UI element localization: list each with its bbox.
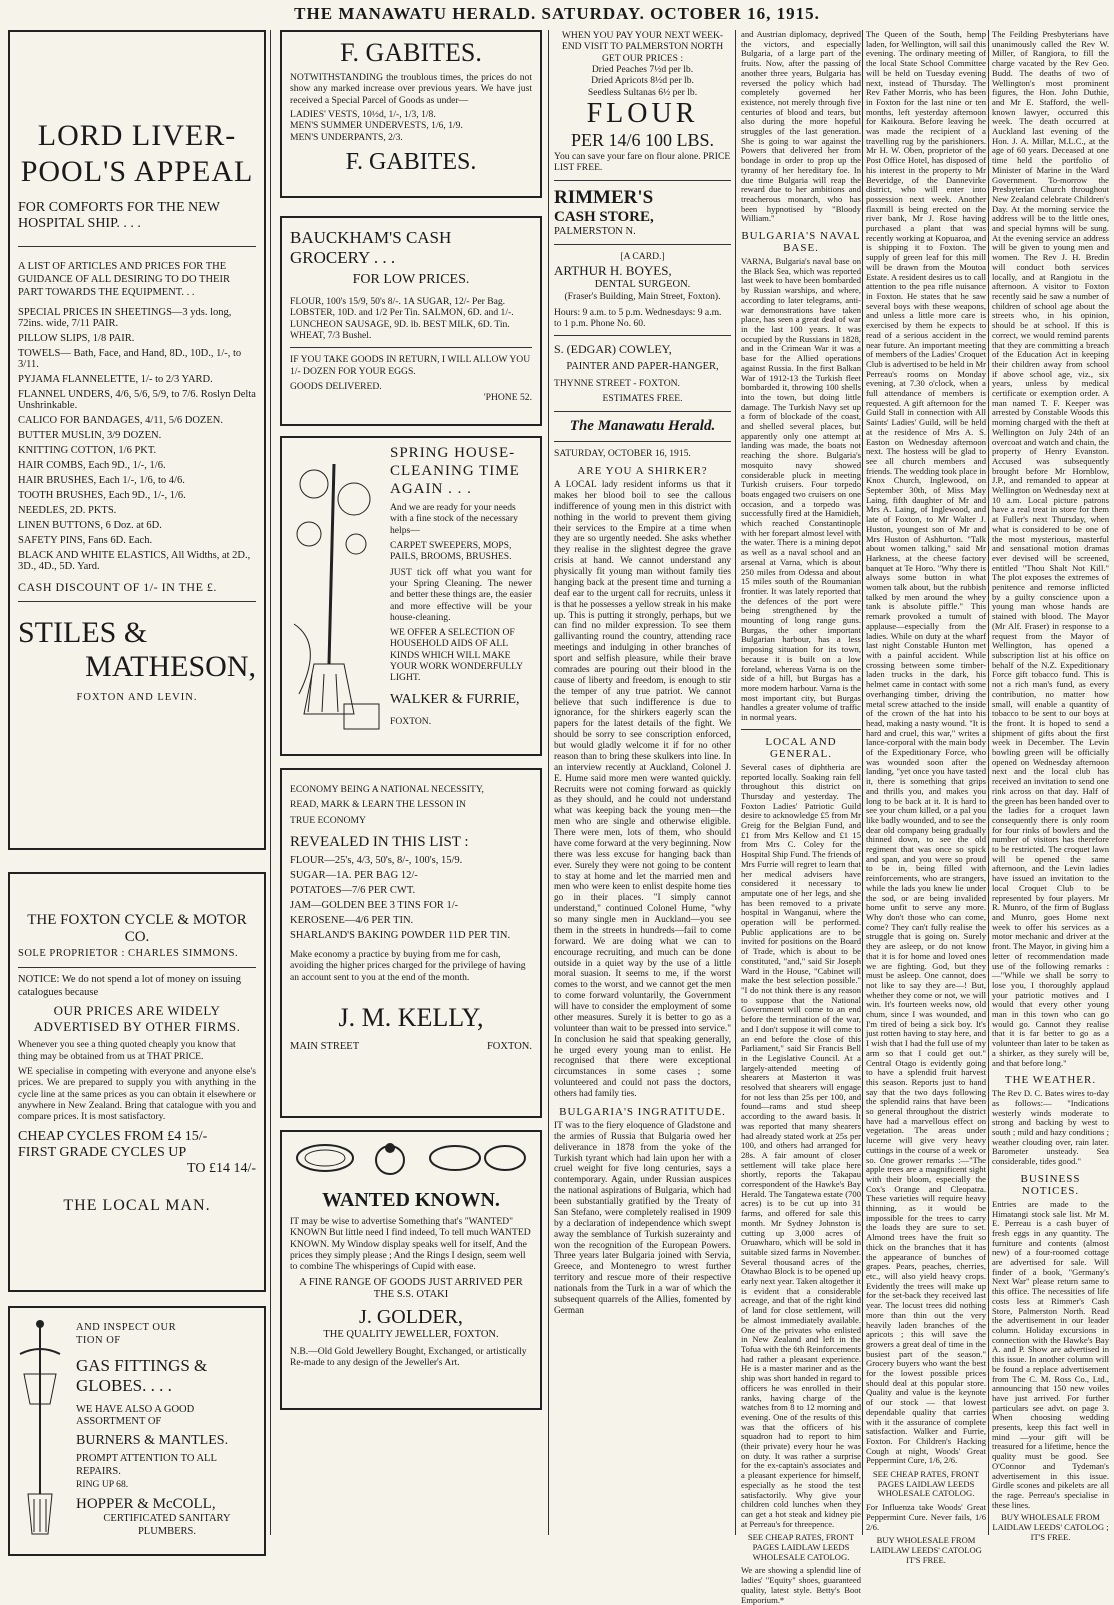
cycle-co-tagline: THE LOCAL MAN.: [63, 1196, 211, 1214]
naval-base-article: VARNA, Bulgaria's naval base on the Black Sea, which was reported last week to have been bombarded by Russian warships, and where, according to later telegrams, anti-war demonstrations have taken place, has seen a great deal of war in the last 100 years. It was occupied by the Russians in 1828, and in the Crimean War it was a base for the Allied operations against Russia. In the first Balkan War of 1912-13 the Turkish fleet bombarded it, throwing 100 shells into the town, but doing little damage. The Turkish Navy set up a form of blockade of the coast, and shelled several places, but apparently only one attempt at landing was made, the boats not reaching the shore. Bulgaria's mosquito navy showed considerable pluck in meeting Turkish cruisers. Four torpedo boats engaged two cruisers on one occasion, and a torpedo was successfully fired at the Hamidieh, which reached Constantinople with her forepart almost level with the water. There is a mining depot as well as a naval school and an arsenal at Varna, which is about 250 miles from Odessa and about 15 miles south of the Roumanian frontier. It was lately reported that the defences of the port were being strengthened by the mounting of long range guns. Burgas, the other important Bulgarian harbour, has a less imposing situation for its town, because it is built on a low foreland, whereas Varna is on the side of a hill, but Burgas has a more modern harbour. Varna is the most important city, but Burgas handles a greater volume of traffic in normal years.: [741, 256, 861, 723]
naval-base-title: BULGARIA'S NAVAL BASE.: [741, 230, 861, 255]
cowley-trade: PAINTER AND PAPER-HANGER,: [566, 361, 719, 373]
list-item: NEEDLES, 2D. PKTS.: [18, 505, 117, 517]
list-item: SPECIAL PRICES IN SHEETINGS—3 yds. long, 72ins. wide, 7/11 PAIR.: [18, 307, 232, 330]
list-item: HAIR COMBS, Each 9D., 1/-, 1/6.: [18, 460, 166, 472]
cowley-street: THYNNE STREET - FOXTON.: [554, 378, 680, 390]
kelly-price-list: [290, 855, 532, 941]
kelly-practice: Make economy a practice by buying from me for cash, avoiding the higher prices charged for the privilege of having an account sent to you at the end of the month.: [290, 948, 526, 983]
rimmer-store: CASH STORE,: [554, 208, 654, 225]
column-1: [8, 30, 266, 1564]
golder-trade: THE QUALITY JEWELLER, FOXTON.: [323, 1329, 499, 1341]
gabites-name: F. GABITES.: [340, 38, 482, 67]
kelly-town: FOXTON.: [486, 1040, 532, 1052]
local-general-article: Several cases of diphtheria are reported locally. Soaking rain fell throughout this district on Thursday and yesterday. The Foxton Ladies' Patriotic Guild desire to acknowledge £5 from Mr Greig for the Belgian Fund, and £1 from Mrs Kellow and £1 15 from Mrs C. Coley for the Hospital Ship Fund. The friends of Mrs Furrie will regret to learn that her medical advisers have considered it necessary to amputate one of her legs, and she has been removed to a private hospital in Wanganui, where the operation will be performed. Public applications are to be invited for positions on the Board of Trade, which is about to be constituted, "and," said Sir Joseph Ward in the House, "Cabinet will make the best selection possible." "I do not think there is any reason to suppose that the National Government will come to an end before the termination of the war, and I don't suppose it will come to an end before the close of this Parliament," said Sir Francis Bell in the Legislative Council. At a largely-attended meeting of shearers at Masterton it was resolved that shearers will engage for not less than 25s per 100, and found—rams and stud sheep according to the award basis. It was reported that many shearers had already stated work at 25s per 100, and others had arranged for 28s. A fair amount of closer settlement will take place here shortly, reports the Takapau correspondent of the Hawke's Bay Herald. The Tangatewa estate (700 acres) is to be cut up into 31 farms, and offered for sale this month. Mr Sydney Johnston is cutting up 3,000 acres of Oruawharo, which will be sold in suitable sized farms in November. Several thousand acres of the Otawhao Block is to be opened up early next year. Taken altogether it is evident that a considerable acreage, and that of the right kind of land for close settlement, will be almost immediately available. One of the privates who enlisted in New Zealand and left in the Tofua with the 6th Reinforcements had rather a pleasant experience. He is a master mariner and as the ship was short handed in regard to officers he was enrolled in their ranks, having charge of the watches from 8 to 12 morning and evening. One of the results of this was that the officers of his squadron had to report to him (their private) every hour he was on duty. It was rather a surprise for the ex-captain's associates and a pleasant experience for himself, especially as he stood the test satisfactorily. Why give your children cold lunches when they can get a hot steak and kidney pie at Perreau's for threepence.: [741, 761, 861, 1529]
list-item: FLANNEL UNDERS, 4/6, 5/6, 5/9, to 7/6. Roslyn Delta Unshrinkable.: [18, 389, 256, 412]
rimmer-items: [554, 64, 731, 98]
weather-title: THE WEATHER.: [1004, 1074, 1097, 1087]
weather-report: The Rev D. C. Bates wires to-day as follows:— "Indications westerly winds moderate to strong and backing by west to south ; mild and hazy conditions ; weather clouding over, rain later. Barometer unsteady. Sea considerable, tides good.": [992, 1088, 1109, 1167]
cycle-co-notice: NOTICE: We do not spend a lot of money on issuing catalogues because: [18, 973, 241, 998]
column-5-6: [866, 29, 986, 1565]
cycle-co-body2: WE specialise in competing with everyone and anyone else's prices. We are prepared to supply you with anything in the cycle line at the same prices as you can obtain it elsewhere or anywhere in New Zealand. Bring that catalogue with you and compare prices. It is most satisfactory.: [18, 1066, 256, 1123]
list-item: BUTTER MUSLIN, 3/9 DOZEN.: [18, 430, 162, 442]
cycle-co-name: THE FOXTON CYCLE & MOTOR CO.: [27, 912, 247, 945]
walker-town: FOXTON.: [390, 715, 432, 727]
rimmer-flour: FLOUR: [586, 97, 699, 129]
bauckham-title2: GROCERY . . .: [290, 248, 396, 267]
rimmer-per: PER 14/6 100 LBS.: [570, 129, 715, 150]
list-item: PYJAMA FLANNELETTE, 1/- to 2/3 YARD.: [18, 374, 213, 386]
list-item: LADIES' VESTS, 10½d, 1/-, 1/3, 1/8.: [290, 108, 436, 120]
cycle-co-offer1: CHEAP CYCLES FROM £4 15/-: [18, 1128, 208, 1144]
laidlaw-ad-4: BUY WHOLESALE FROM LAIDLAW LEEDS' CATOLOG ; IT'S FREE.: [992, 1512, 1109, 1542]
boyes-hours: Hours: 9 a.m. to 5 p.m. Wednesdays: 9 a.m. to 1 p.m. Phone No. 60.: [554, 306, 722, 330]
gabites-name-bottom: F. GABITES.: [345, 148, 477, 175]
list-item: FLOUR, 100's 15/9, 50's 8/-. 1A SUGAR, 12/- Per Bag.: [290, 296, 506, 307]
stiles-ad: [8, 30, 266, 850]
kelly-name: J. M. KELLY,: [338, 1002, 484, 1032]
list-item: Seedless Sultanas 6½ per lb.: [587, 86, 698, 98]
local-news-continued: The Queen of the South, hemp laden, for Wellington, will sail this evening. The ordinary meeting of the local State School Committee will be held on Tuesday evening next, instead of Thursday. The Rev Father Morris, who has been in Foxton for the last nine or ten months, left yesterday afternoon for Kaikoura. Before leaving he was made the recipient of a travelling rug by the parishioners. Mr H. W. Oben, proprietor of the Post Office Hotel, has disposed of his interest in the property to Mr Beveridge, of the Dannevirke district, who will enter into possession next week. Another flaxmill is being erected on the river bank, Mr J. Rose having purchased a plant that was recently working at Kopuaroa, and is shipping it to Foxton. The supply of green leaf for this mill will be drawn from the Moutoa Estate. A resident desires us to call attention to the pea rifle nuisance in Foxton. He states that he saw several boys with these weapons, and unless a little more care is exercised by them he expects to read of a serious accident in the near future. An important meeting of members of the Ladies' Croquet Club is advertised to be held in Mr Perreau's rooms on Monday evening, at 7.30 o'clock, when a full attendance of members is requested. A gift afternoon for the Guild Stall in connection with All Saints' Ladies' Guild, will be held at the residence of Mrs A. S. Easton on Wednesday afternoon next. The hostess will be glad to see all church members and friends. The wedding took place in Knox Church, Inglewood, on September 30th, of Miss May Laing, fifth daughter of Mr and Mrs A. Laing, of Inglewood, and late of Foxton, to Mr Walter J. Huston, youngest son of Mr and Mrs Huston of Ashhurton. "Talk about women talking," said Mr Harkness, at the cheese factory banquet at Te Horo. "Why there is always some button in what women talk about, but the rubbish talked by men around the whey tank is absolute piffle." This remark provoked a tumult of applause—especially from the ladies. While on duty at the wharf last night Constable Hunton met with a painful accident. While crossing between some timber-laden trucks in the dark, his helmet came in contact with some overhanging timber, driving the metal screw attached to the inside of the crown of the hat into his head, making a nasty wound. "It is hard and cruel, this war," writes a lance-corporal with the main body of the Expeditionary Force, who was wounded soon after the landing, "yet once you have tasted it, there is something that grips and thrills you, and makes you long to be back at it. It is hard to see your chum killed, or a pal you like badly wounded, and to see the dear old company being gradually thinned down, to see the old regiment that was once so spick and span, and you were so proud to be in, being filled with reinforcements, who are strangers, while the lads you knew lie under the sod, or are being invalided home unfit to serve any more. Why don't those who can come, come? They can't fully realise the struggle that is going on. Surely they are asleep, or do not know that it is for home and loved ones we are fighting. God, but they must be asleep. One cannot, does not like to say they are—! But, whether they come or not, we will win. It's fourteen weeks now, old chum, since I was wounded, and I'm tired of being a sick boy. It's just rotten having to stay here, and I wish that I had the full use of my arm so that I could get out." Central Otago is evidently going to have a splendid fruit harvest this season. Reports just to hand say that the two days following the splendid rains that have been so general throughout the district have had a marvellous effect on vegetation. The areas under lucerne will give very heavy cuttings in the course of a week or so. One grower remarks :—"The apple trees are a magnificent sight with their bloom, especially the Cox's Orange and Cleopatra. These varieties will require heavy thinning, as it would be impossible for the trees to carry the loads they are sure to set. Almond trees have the fruit so thick on the branches that it has the appearance of bunches of grapes. Pears, peaches, cherries, etc., will also yield heavy crops. Evidently the trees will make up for the set-back they received last year. The locust trees did nothing more than thin out the very heavily laden branches of the apricots ; this will save the growers a great deal of time in the busiest part of the season." Grocery buyers who want the best for the lowest possible prices should deal at this popular store. Quality and value is the keynote of our stock — that lowest dependable quality that carries with it the assurance of complete satisfaction. Walker and Furrie, Foxton. For Children's Hacking Cough at night, Woods' Great Peppermint Cure, 1/6, 2/6.: [866, 29, 986, 1466]
boyes-card: [554, 251, 731, 329]
business-notices: Entries are made to the Himatangi stock sale list. Mr M. E. Perreau is a cash buyer of fresh eggs in any quantity. The furniture and contents (almost new) of a four-roomed cottage are advertised for sale. Will finder of a book, "Germany's Next War" please return same to this office. The necessities of life costs less at Rimmer's Cash Store, Palmerston North. Read the advertisement in our leader column. Holiday excursions in connection with the Hawke's Bay A. and P. Show are advertised in this issue. In another column will be found a replace advertisement from The C. M. Ross Co., Ltd., announcing that 150 new voiles have just arrived. For further particulars see advt. on page 3. When choosing wedding presents, keep this fact well in mind —your gift will be treasured for a lifetime, hence the quality must be good. See O'Connor and Tydeman's advertisement in this issue. Girdle scones and pikelets are all the rage. Perreau's specialise in these lines.: [992, 1198, 1109, 1510]
golder-ad: [280, 1130, 542, 1410]
list-item: HAIR BRUSHES, Each 1/-, 1/6, to 4/6.: [18, 475, 185, 487]
hopper-firm: HOPPER & McCOLL,: [76, 1496, 216, 1513]
hopper-prompt: PROMPT ATTENTION TO ALL REPAIRS.: [76, 1453, 217, 1477]
list-item: POTATOES—7/6 PER CWT.: [290, 884, 416, 896]
cycle-co-offer3: TO £14 14/-: [187, 1160, 256, 1176]
golder-name: J. GOLDER,: [359, 1306, 463, 1329]
list-item: SHARLAND'S BAKING POWDER 11D PER TIN.: [290, 929, 511, 941]
herald-title: The Manawatu Herald.: [569, 417, 716, 434]
hopper-head2: GLOBES. . . .: [76, 1375, 172, 1395]
list-item: FLOUR—25's, 4/3, 50's, 8/-, 100's, 15/9.: [290, 854, 463, 866]
hopper-ad: [8, 1306, 266, 1556]
column-4: [741, 29, 861, 1605]
hopper-trade: CERTIFICATED SANITARY PLUMBERS.: [103, 1513, 231, 1537]
laidlaw-ad: SEE CHEAP RATES, FRONT PAGES LAIDLAW LEEDS WHOLESALE CATOLOG.: [747, 1532, 855, 1562]
cowley-estimates: ESTIMATES FREE.: [602, 393, 683, 405]
stiles-headline: LORD LIVER-POOL'S APPEAL: [20, 119, 254, 188]
hopper-line1: AND INSPECT OUR: [76, 1322, 177, 1333]
column-rule: [988, 30, 989, 1535]
list-item: PILLOW SLIPS, 1/8 PAIR.: [18, 333, 135, 345]
cycle-co-claim: OUR PRICES ARE WIDELY ADVERTISED BY OTHER FIRMS.: [33, 1003, 241, 1035]
column-rule: [270, 30, 271, 1535]
brooms-illustration-icon: [284, 444, 384, 744]
boyes-title: DENTAL SURGEON.: [594, 278, 691, 290]
stiles-discount: CASH DISCOUNT OF 1/- IN THE £.: [18, 580, 217, 595]
column-6: [992, 29, 1109, 1542]
rimmer-town: PALMERSTON N.: [554, 225, 636, 237]
hopper-head1: GAS FITTINGS &: [76, 1355, 208, 1375]
list-item: LOBSTER, 10D. and 1/2 Per Tin. SALMON, 6D. and 1/-.: [290, 307, 514, 319]
kelly-econ1: ECONOMY BEING A NATIONAL NECESSITY,: [290, 784, 484, 795]
column-3: [554, 30, 731, 1320]
list-item: LINEN BUTTONS, 6 Doz. at 6D.: [18, 520, 162, 532]
list-item: Dried Apricots 8½d per lb.: [591, 75, 694, 87]
cycle-co-body: Whenever you see a thing quoted cheaply you know that thing may be obtained from us at THAT PRICE.: [18, 1039, 236, 1062]
woods-cure-ad: For Influenza take Woods' Great Peppermint Cure. Never fails, 1/6 2/6.: [866, 1502, 986, 1532]
stiles-subhead: FOR COMFORTS FOR THE NEW HOSPITAL SHIP. . . .: [18, 200, 220, 231]
list-item: BLACK AND WHITE ELASTICS, All Widths, at 2D., 3D., 4D., 5D. Yard.: [18, 550, 251, 573]
cycle-co-ad: [8, 872, 266, 1292]
kelly-ad: [280, 768, 542, 1118]
stiles-firm-line2: MATHESON,: [85, 650, 256, 684]
bauckham-delivered: GOODS DELIVERED.: [290, 380, 382, 392]
walker-furrie-ad: [280, 436, 542, 756]
rimmer-save: You can save your fare on flour alone. PRICE LIST FREE.: [554, 150, 731, 174]
bauckham-return: IF YOU TAKE GOODS IN RETURN, I WILL ALLOW YOU 1/- DOZEN FOR YOUR EGGS.: [290, 354, 531, 377]
cycle-co-proprietor: SOLE PROPRIETOR : CHARLES SIMMONS.: [18, 948, 239, 959]
gabites-items: [290, 109, 532, 143]
list-item: KNITTING COTTON, 1/6 PKT.: [18, 445, 157, 457]
list-item: WHEAT, 7/3 Bushel.: [290, 329, 372, 341]
walker-goods: CARPET SWEEPERS, MOPS, PAILS, BROOMS, BRUSHES.: [390, 539, 512, 563]
rimmer-intro: WHEN YOU PAY YOUR NEXT WEEK-END VISIT TO PALMERSTON NORTH GET OUR PRICES :: [561, 30, 724, 64]
bauckham-title3: FOR LOW PRICES.: [352, 272, 470, 287]
bauckham-price-list: [290, 296, 532, 341]
bauckham-title1: BAUCKHAM'S CASH: [290, 228, 452, 247]
walker-offer: WE OFFER A SELECTION OF HOUSEHOLD AIDS OF ALL KINDS WHICH WILL MAKE YOUR WORK WONDERFULLY LIGHT.: [390, 627, 523, 684]
business-notices-title: BUSINESS NOTICES.: [1020, 1172, 1081, 1197]
kelly-street: MAIN STREET: [290, 1040, 360, 1052]
bauckham-ad: [280, 216, 542, 426]
laidlaw-ad-3: BUY WHOLESALE FROM LAIDLAW LEEDS' CATOLOG IT'S FREE.: [870, 1535, 982, 1565]
list-item: MEN'S UNDERPANTS, 2/3.: [290, 131, 403, 143]
column-rule: [735, 30, 736, 1535]
list-item: CALICO FOR BANDAGES, 4/11, 5/6 DOZEN.: [18, 415, 223, 427]
shirker-article: A LOCAL lady resident informs us that it makes her blood boil to see the callous indifference of young men in this district with nothing in the world to prevent them giving their services to the Empire at a time when they are so urgently needed. She asks whether they realise in the slightest degree the grave crisis at hand. We cannot understand any physically fit young man without family ties hanging back at the present time and turning a deaf ear to the urgent call for recruits, unless it is that he possesses a yellow streak in his make up. This is putting it strongly, perhaps, but we can find no milder expression. To see them gallivanting round the country, attending race meetings and indulging in other branches of sport and selfish pleasure, while their brave comrades are pouring out their blood in the cause of liberty and freedom, is enough to stir the temper of any true patriot. We cannot believe that such indifference is due to ignorance, for the shirkers eagerly scan the papers for the latest details of the fight. We should be sorry to see conscription enforced, but would gladly welcome it if for no other reason than to bring these skulkers into line. In an interview recently at Auckland, Colonel J. E. Hume said more men were wanted quickly. Recruits were not coming forward as quickly as they should, and he could not understand what was keeping back the young men—the men who are single and otherwise eligible. There were men, lots of them, who should have come forward at the very beginning. Now there was less excuse for hanging back than ever. Surely they were not going to be content to stay at home and let the married men and men who were keen to enlist despite home ties go in their places. "I simply cannot understand," continued Colonel Hume, "why so many single men in Auckland—you see them in the streets in hundreds—fail to come forward. We are doing what we can to encourage recruiting, and much can be done outside in a quiet way by the use of a little moral suasion. It seems to me, if the worst comes to the worst, and we cannot get the men to come forward voluntarily, the Government will have to consider the employment of some other measures. Surely it is better to go as a volunteer than wait to be pressed into service." In conclusion he said that speaking generally, he urged every young man to enlist. He recognised that there were exceptional circumstances in some cases ; some volunteered and could not pass the doctors, others had family ties.: [554, 480, 731, 1100]
column-rule: [862, 30, 863, 1535]
betty-boot-ad: We are showing a splendid line of ladies' "Equity" shoes, guaranteed quality, latest style. Betty's Boot Emporium.*: [741, 1565, 861, 1605]
shirker-title: ARE YOU A SHIRKER?: [577, 465, 708, 478]
herald-date: SATURDAY, OCTOBER 16, 1915.: [554, 447, 691, 459]
list-item: TOWELS— Bath, Face, and Hand, 8D., 10D., 1/-, to 3/11.: [18, 348, 242, 371]
golder-head: WANTED KNOWN.: [322, 1189, 500, 1211]
golder-verse: IT may be wise to advertise Something that's "WANTED" KNOWN But little need I find indeed, To tell much WANTED KNOWN. My Window display speaks well for itself, And the prices they simply please ; And the Rings I design, seem well to combine The whisperings of Cupid with ease.: [290, 1216, 531, 1273]
bulgaria-article-continued: and Austrian diplomacy, deprived the victors, and especially Bulgaria, of a large part of the fruits. Now, after the passing of another three years, Bulgaria has reversed the policy which had completely governed her existence, not merely through five centuries of blood and tears, but also during the more hopeful struggles of the last generation. She is going to war against the Powers that delivered her from bondage in order to prop up the tyranny of her hereditary foe. In due time Bulgaria will reap the reward due to her ambitions and treacherous monarch, who has been hypnotised by "Bloody William.": [741, 29, 861, 224]
list-item: MEN'S SUMMER UNDERVESTS, 1/6, 1/9.: [290, 120, 463, 132]
gabites-ad: [280, 30, 542, 198]
column-2: [280, 30, 542, 1418]
boyes-name: ARTHUR H. BOYES,: [554, 262, 672, 278]
golder-range: A FINE RANGE OF GOODS JUST ARRIVED PER THE S.S. OTAKI: [299, 1276, 523, 1301]
boyes-address: (Fraser's Building, Main Street, Foxton).: [564, 291, 721, 303]
golder-nb: N.B.—Old Gold Jewellery Bought, Exchanged, or artistically Re-made to any design of the Jeweller's Art.: [290, 1345, 527, 1369]
kelly-econ2: READ, MARK & LEARN THE LESSON IN: [290, 799, 466, 811]
list-item: LUNCHEON SAUSAGE, 9D. lb. BEST MILK, 6D. Tin.: [290, 318, 510, 330]
cycle-co-offer2: FIRST GRADE CYCLES UP: [18, 1144, 187, 1160]
rings-illustration-icon: [290, 1138, 530, 1178]
stiles-intro: A LIST OF ARTICLES AND PRICES FOR THE GUIDANCE OF ALL DESIRING TO DO THEIR PART TOWARDS THE EQUIPMENT. . .: [18, 261, 230, 298]
bulgaria-title: BULGARIA'S INGRATITUDE.: [559, 1105, 726, 1118]
rimmer-name: RIMMER'S: [554, 186, 654, 208]
column-rule: [548, 30, 549, 1535]
hopper-line2: TION OF: [76, 1334, 121, 1346]
walker-head: SPRING HOUSE-CLEANING TIME AGAIN . . .: [390, 445, 520, 497]
boyes-card-label: [A CARD.]: [620, 251, 665, 263]
list-item: JAM—GOLDEN BEE 3 TINS FOR 1/-: [290, 899, 459, 911]
cowley-name: S. (EDGAR) COWLEY,: [554, 342, 672, 357]
hopper-also: WE HAVE ALSO A GOOD ASSORTMENT OF: [76, 1403, 195, 1428]
gabites-notice: NOTWITHSTANDING the troublous times, the prices do not show any marked increase over previous years. We have just received a Special Parcel of Goods as under—: [290, 72, 532, 106]
walker-tick: JUST tick off what you want for your Spring Cleaning. The newer and better these things are, the easier and more effective will be your house-cleaning.: [390, 566, 532, 623]
stiles-firm-line1: STILES &: [18, 616, 148, 650]
list-item: KEROSENE—4/6 PER TIN.: [290, 914, 414, 926]
hopper-burners: BURNERS & MANTLES.: [76, 1433, 229, 1449]
walker-firm: WALKER & FURRIE,: [390, 691, 520, 707]
laidlaw-ad-2: SEE CHEAP RATES, FRONT PAGES LAIDLAW LEEDS WHOLESALE CATOLOG.: [872, 1469, 980, 1499]
gas-lamp-icon: [10, 1314, 70, 1544]
news-column-6: The Feilding Presbyterians have unanimously called the Rev W. Miller, of Rangiora, to fill the charge vacated by the Rev Geo. Budd. The deaths of two of Wellington's most prominent figures, the Hon. John Duthie, and Mr E. Stafford, the well-known lawyer, occurred this week. The death occurred at Auckland last evening of the Hon. J. A. Millar, M.L.C., at the age of 60 years. Deceased at one time held the portfolio of Minister of Marine in the Ward Government. To-morrow the Presbyterian Church throughout New Zealand celebrate Children's Day. At the morning service the address will be to the little ones, and special hymns will be sung. At the evening service an address will be given to young men and women. The Rev J. H. Bredin will conduct both services locally, and at Rangiotu in the afternoon. A visitor to Foxton recently said he saw a number of children of school age about the streets who, in his opinion, should be at school. If this is correct, we would remind parents that they are committing a breach of the Education Act in keeping their children away from school if above school age, viz., six years, unless by medical certificate or exemption order. A man named T. F. Keeper was arrested by Constable Woods this morning charged with the theft at Wellington on July 24th of an overcoat and watch and chain, the property of Henry Evanston. Accused was subsequently brought before Mr Hornblow, J.P., and remanded to appear at Wellington on Wednesday next at 10 a.m. Local picture patrons have a real treat in store for them at Fuller's next Thursday, when what is considered to be one of the most mysterious, masterful and sensational motion dramas ever devised will be screened, entitled "Thou Shalt Not Kill." The plot exposes the extremes of penitence and remorse inflicted by a guilty conscience upon a young man whose hands are stained with blood. The Mayor (Mr Alf. Fraser) in response to a request from the Mayor of Wellington, has opened a subscription list at his office on behalf of the N.Z. Expeditionary Force gift tobacco fund. This is not a rich man's fund, as every contribution, no matter how small, will enable a quantity of tobacco to be sent to our boys at the front. It is hoped to send a shipment of gifts about the first week in December. The Levin bowling green will be officially opened on Wednesday afternoon next and the local club has received an invitation to send one rink across on that day. Half of the green has been handed over to the ladies for a croquet lawn consequently there is only room for four rinks of bowlers and the number of visitors has therefore to be restricted. The croquet lawn will be opened the same afternoon, and the Levin ladies have issued an invitation to the local Croquet Club to be represented by four players. Mr R. Munro, of the firm of Buglass and Munro, goes Home next week to offer his services as a motor mechanic and driver at the front. The Mayor, in giving him a letter of recommendation made use of the following remarks :—"While we shall be sorry to lose you, I thoroughly applaud your patriotic motives and I would that every other young man in this town who can go would go. Cannot they realise that it is far better to go as a volunteer than later to be taken as a shirker, as they surely will be, and that before long.": [992, 29, 1109, 1068]
bulgaria-article: IT was to the fiery eloquence of Gladstone and the armies of Russia that Bulgaria owed her deliverance in 1878 from the yoke of the Turkish tyrant which had lain upon her with a cruel weight for five long centuries, says a contemporary. Again, under Russian auspices the national aspirations of Bulgaria, which had been substantially gratified by the Treaty of San Stefano, were completely realised in 1909 by a declaration of independence which swept away the semblance of Turkish suzerainty and won the recognition of the European Powers. Three years later Bulgaria joined with Servia, Greece, and Montenegro to wrest further territory and rescue more of their respective nationals from the Turk in a war of which the subsequent quarrels of the Allies, fomented by German: [554, 1120, 731, 1316]
masthead: THE MANAWATU HERALD. SATURDAY. OCTOBER 16, 1915.: [294, 4, 820, 23]
list-item: SAFETY PINS, Fans 6D. Each.: [18, 535, 153, 547]
list-item: TOOTH BRUSHES, Each 9D., 1/-, 1/6.: [18, 490, 186, 502]
stiles-address: FOXTON AND LEVIN.: [76, 692, 198, 704]
list-item: Dried Peaches 7½d per lb.: [591, 63, 694, 75]
rimmer-ad: [554, 30, 731, 238]
kelly-revealed: REVEALED IN THIS LIST :: [290, 833, 469, 850]
walker-intro: And we are ready for your needs with a fine stock of the necessary helps—: [390, 502, 518, 536]
stiles-price-list: [18, 307, 256, 572]
kelly-econ3: TRUE ECONOMY: [290, 814, 366, 826]
hopper-ring: RING UP 68.: [76, 1478, 129, 1490]
cowley-ad: [554, 342, 731, 404]
list-item: SUGAR—1A. PER BAG 12/-: [290, 869, 418, 881]
bauckham-phone: 'PHONE 52.: [483, 392, 532, 404]
local-general-title: LOCAL AND GENERAL.: [765, 735, 837, 760]
